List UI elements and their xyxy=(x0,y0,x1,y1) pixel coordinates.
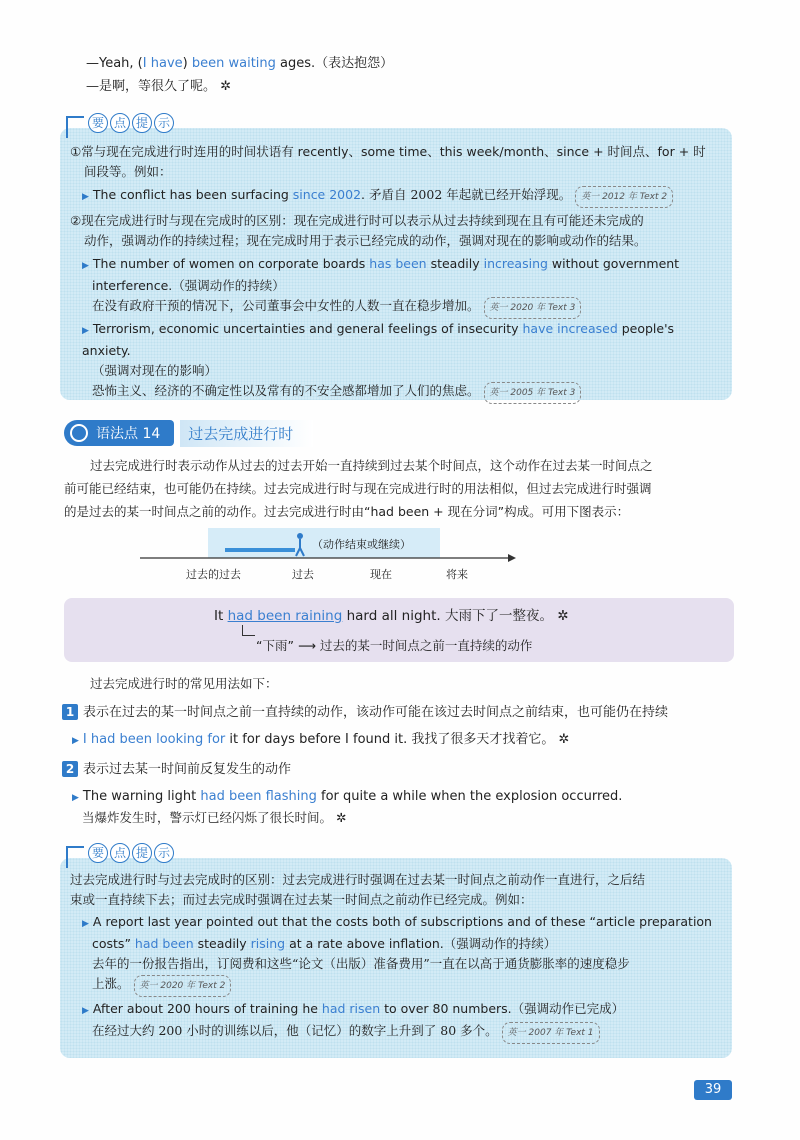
intro-paragraph: 过去完成进行时表示动作从过去的过去开始一直持续到过去某个时间点，这个动作在过去某一时间点之 前可能已经结束，也可能仍在持续。过去完成进行时与现在完成进行时的用法相似，但过去完成进行时强调 的是过去的某一时间点之前的动作。过去完成进行时由“had been + 现在分词”构成。可用下图表示： xyxy=(64,458,653,519)
tick-future: 将来 xyxy=(446,568,468,581)
usage2-translation: 当爆炸发生时，警示灯已经闪烁了很长时间。 ✲ xyxy=(82,810,347,825)
example-sentence: It had been raining hard all night. 大雨下了一整夜。 ✲ xyxy=(214,608,569,624)
usage1-heading: 1 表示在过去的某一时间点之前一直持续的动作，该动作可能在该过去时间点之前结束，也可能仍在持续 xyxy=(62,703,668,723)
example-box xyxy=(64,598,734,662)
dialogue-line-2: —是啊，等很久了呢。 ✲ xyxy=(86,79,232,94)
tip-label-1: 要 点 提 示 xyxy=(66,112,176,134)
timeline-arrow xyxy=(508,554,516,562)
arrow-right-icon: ⟶ xyxy=(297,638,316,653)
timeline-note: （动作结束或继续） xyxy=(312,538,411,551)
flag-icon xyxy=(66,846,84,868)
usage2-example: ▶ The warning light had been flashing for quite a while when the explosion occurred. xyxy=(72,789,623,804)
usage-intro: 过去完成进行时的常见用法如下： xyxy=(90,676,278,691)
dialogue-line-1: —Yeah, (I have) been waiting ages.（表达抱怨） xyxy=(86,56,394,71)
tip1-content: ①常与现在完成进行时连用的时间状语有 recently、some time、this week/month、since + 时间点、for + 时 间段等。例如： ▶ The conflict has been surfacing since 2002. 矛盾自 2002 年起就已经开始浮现。 英一 2012 年 Text 2 ②现在完成进行时与现在完成时的区别：现在完成进行时可以表示从过去持续到现在且有可能还未完成的 动作，强调动作的持续过程；现在完成时用于表示已经完成的动作，强调对现在的影响或动作的结果。 ▶ The number of women on corporate boards has been steadily increasing without government interference.（强调动作的持续） 在没有政府干预的情况下，公司董事会中女性的人数一直在稳步增加。 英一 2020 年 Text 3 ▶ Terrorism, economic uncertainties and general feelings of insecurity have increased people's anxiety. （强调对现在的影响） 恐怖主义、经济的不确定性以及常有的不安全感都增加了人们的焦虑。 英一 2005 年 Text 3 xyxy=(70,142,725,404)
tick-past: 过去 xyxy=(292,568,314,581)
tick-now: 现在 xyxy=(370,568,392,581)
example-explanation: “下雨” ⟶ 过去的某一时间点之前一直持续的动作 xyxy=(256,638,533,653)
audio-icon[interactable]: ✲ xyxy=(220,79,232,94)
flag-icon xyxy=(66,116,84,138)
audio-icon[interactable]: ✲ xyxy=(336,810,347,825)
audio-icon[interactable]: ✲ xyxy=(557,608,569,624)
audio-icon[interactable]: ✲ xyxy=(558,732,570,747)
page-number: 39 xyxy=(694,1080,732,1100)
search-icon xyxy=(70,424,88,442)
tip2-content: 过去完成进行时与过去完成时的区别：过去完成进行时强调在过去某一时间点之前动作一直进行，之后结 束或一直持续下去；而过去完成时强调在过去某一时间点之前动作已经完成。例如： ▶ A report last year pointed out that the costs both of subscriptions and of these “article preparation costs” had been steadily rising at a rate above inflation.（强调动作的持续） 去年的一份报告指出，订阅费和这些“论文（出版）准备费用”一直在以高于通货膨胀率的速度稳步 上涨。 英一 2020 年 Text 2 ▶ After about 200 hours of training he had risen to over 80 numbers.（强调动作已完成） 在经过大约 200 小时的训练以后，他（记忆）的数字上升到了 80 多个。 英一 2007 年 Text 1 xyxy=(70,870,725,1044)
section-header: 语法点 14 过去完成进行时 xyxy=(64,420,313,446)
pointer-line xyxy=(242,625,255,636)
usage2-heading: 2 表示过去某一时间前反复发生的动作 xyxy=(62,760,291,780)
tip-label-2: 要 点 提 示 xyxy=(66,842,176,864)
usage1-example: ▶ I had been looking for it for days before I found it. 我找了很多天才找着它。 ✲ xyxy=(72,732,570,747)
tick-past-of-past: 过去的过去 xyxy=(186,568,241,581)
